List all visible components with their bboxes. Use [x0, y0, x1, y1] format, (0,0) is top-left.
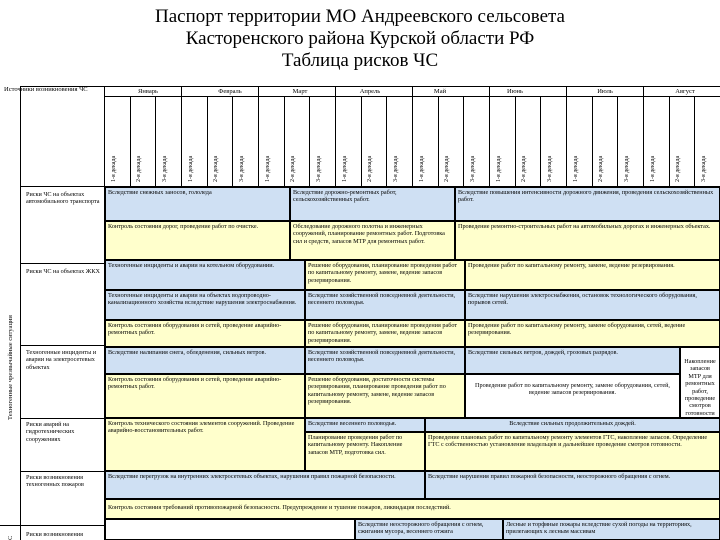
month-jul: Июль	[597, 88, 613, 95]
transport-measure-winter: Контроль состояния дорог, проведение работ по очистке.	[105, 221, 290, 260]
zhkh-risk-water: Техногенные инциденты и аварии на объектах водопроводно-канализационного хозяйства вследствие нарушения электроснабжения.	[105, 290, 305, 320]
decade-label: 3-я декада	[624, 155, 631, 182]
decade-label: 2-я декада	[675, 155, 682, 182]
decade-label: 3-я декада	[162, 155, 169, 182]
gts-measure-plan: Планирование проведения работ по капитальному ремонту. Накопление запасов МТР, подготовка сил.	[305, 432, 425, 471]
decade-label: 2-я декада	[444, 155, 451, 182]
decade-header-7	[258, 96, 284, 184]
title-line-2: Касторенского района Курской области РФ	[185, 28, 535, 49]
forest-empty-winter	[105, 519, 355, 540]
decade-label: 2-я декада	[213, 155, 220, 182]
month-mar: Март	[292, 88, 308, 95]
month-feb: Февраль	[218, 88, 242, 95]
decade-label: 2-я декада	[598, 155, 605, 182]
decade-label: 1-я декада	[572, 155, 579, 182]
decade-header-19	[566, 96, 592, 184]
decade-label: 1-я декада	[187, 155, 194, 182]
decade-header-5	[207, 96, 233, 184]
decade-header-21	[617, 96, 643, 184]
decade-label: 3-я декада	[470, 155, 477, 182]
decade-header-18	[540, 96, 566, 184]
source-row-fire: Риски возникновения техногенных пожаров	[26, 474, 84, 489]
zhkh-measure-control: Контроль состояния оборудования и сетей, проведение аварийно-ремонтных работ.	[105, 320, 305, 347]
decade-header-10	[335, 96, 361, 184]
decade-header-23	[669, 96, 695, 184]
electro-measure-control: Контроль состояния оборудования и сетей, проведение аварийно-ремонтных работ.	[105, 374, 305, 418]
gts-risk-flood: Вследствие весеннего половодья.	[305, 418, 425, 432]
electro-measure-plan: Решение оборудования, достаточности системы резервирования, планирование проведения работ по капитальному ремонту, замене, ведение запасов резервирования.	[305, 374, 465, 418]
source-row-electro: Техногенные инциденты и аварии на электросетевых объектах	[26, 349, 97, 371]
gts-measure-control: Контроль технического состояния элементов сооружений. Проведение аварийно-восстановительных работ.	[105, 418, 305, 471]
gts-risk-rain: Вследствие сильных продолжительных дождей.	[425, 418, 720, 432]
decade-label: 1-я декада	[649, 155, 656, 182]
decade-header-15	[463, 96, 489, 184]
transport-risk-summer: Вследствие повышения интенсивности дорожного движения, проведения сельскохозяйственных работ.	[455, 187, 720, 221]
title-line-3: Таблица рисков ЧС	[281, 50, 439, 71]
decade-header-6	[232, 96, 258, 184]
decade-label: 3-я декада	[547, 155, 554, 182]
zhkh-risk-spring: Вследствие хозяйственной повседневной деятельности, весеннего половодья.	[305, 290, 465, 320]
decade-label: 2-я декада	[521, 155, 528, 182]
electro-risk-summer: Вследствие сильных ветров, дождей, грозовых разрядов.	[465, 347, 680, 374]
month-apr: Апрель	[359, 88, 381, 95]
fire-risk-summer: Вследствие нарушения правил пожарной безопасности, неосторожного обращения с огнем.	[425, 471, 720, 499]
decade-header-24	[694, 96, 720, 184]
decade-header-2	[130, 96, 156, 184]
decade-label: 3-я декада	[239, 155, 246, 182]
transport-measure-spring: Обследование дорожного полотна и инженерных сооружений, планирование ремонтных работ. Подготовка сил и средств, запасов МТР для ремонтных работ.	[290, 221, 455, 260]
source-row-forest: Риски возникновения	[26, 531, 83, 538]
gts-measure-repair: Проведение плановых работ по капитальному ремонту элементов ГТС, накопление запасов. Определение ГТС с собственностью установление владельцев и дальнейшее проведение смотров готовности.	[425, 432, 720, 471]
month-aug: Август	[675, 88, 695, 95]
side-category-label-bottom: С	[7, 535, 14, 540]
decade-label: 1-я декада	[110, 155, 117, 182]
decade-header-9	[309, 96, 335, 184]
source-row-gts: Риски аварий на гидротехнических сооружениях	[26, 421, 75, 443]
source-row-transport: Риски ЧС на объектах автомобильного транспорта	[26, 191, 100, 206]
side-category-label: Техногенные чрезвычайные ситуации	[7, 315, 14, 420]
month-jun: Июнь	[507, 88, 523, 95]
forest-risk-summer: Лесные и торфяные пожары вследствие сухой погоды на территориях, прилегающих к лесным массивам	[503, 519, 720, 540]
month-jan: Январь	[138, 88, 158, 95]
decade-label: 2-я декада	[290, 155, 297, 182]
decade-header-17	[515, 96, 541, 184]
forest-risk-spring: Вследствие неосторожного обращения с огнем, сжигания мусора, весеннего отжига	[355, 519, 503, 540]
fire-measure-control: Контроль состояния требований противопожарной безопасности. Предупреждение и тушение пожаров, ликвидация последствий.	[105, 499, 720, 519]
decade-header-22	[643, 96, 669, 184]
decade-label: 1-я декада	[418, 155, 425, 182]
decade-header-1	[104, 96, 130, 184]
source-column-header: Источники возникновения ЧС	[4, 86, 88, 93]
zhkh-measure-boiler-plan: Решение оборудования, планирование проведения работ по капитальному ремонту, замене, ведение запасов резервирования.	[305, 260, 465, 290]
decade-header-8	[284, 96, 310, 184]
transport-risk-winter: Вследствие снежных заносов, гололеда	[105, 187, 290, 221]
fire-risk-winter: Вследствие перегрузок на внутренних электросетевых объектах, нарушения правил пожарной безопасности.	[105, 471, 425, 499]
decade-label: 1-я декада	[264, 155, 271, 182]
transport-risk-spring: Вследствие дорожно-ремонтных работ, сельскохозяйственных работ.	[290, 187, 455, 221]
decade-header-3	[155, 96, 181, 184]
page-title	[0, 6, 720, 72]
decade-label: 2-я декада	[367, 155, 374, 182]
decade-label: 3-я декада	[701, 155, 708, 182]
decade-header-4	[181, 96, 207, 184]
decade-header-12	[386, 96, 412, 184]
transport-measure-summer: Проведение ремонтно-строительных работ на автомобильных дорогах и инженерных объектах.	[455, 221, 720, 260]
decade-label: 3-я декада	[393, 155, 400, 182]
source-row-zhkh: Риски ЧС на объектах ЖКХ	[26, 268, 100, 275]
zhkh-risk-summer: Вследствие нарушения электроснабжения, остановок технологического оборудования, порывов сетей.	[465, 290, 720, 320]
zhkh-risk-boiler: Техногенные инциденты и аварии на котельном оборудовании.	[105, 260, 305, 290]
decade-label: 1-я декада	[341, 155, 348, 182]
electro-measure-stock: Накопление запасов МТР для ремонтных работ, проведение смотров готовности	[680, 347, 720, 418]
zhkh-measure-repair: Проведение работ по капитальному ремонту, замене оборудования, сетей, ведение резервирования.	[465, 320, 720, 347]
decade-label: 3-я декада	[316, 155, 323, 182]
title-line-1: Паспорт территории МО Андреевского сельсовета	[155, 6, 565, 27]
zhkh-measure-plan: Решение оборудования, планирование проведения работ по капитальному ремонту, замене, ведение запасов резервирования.	[305, 320, 465, 347]
decade-header-20	[592, 96, 618, 184]
decade-header-16	[489, 96, 515, 184]
electro-measure-repair: Проведение работ по капитальному ремонту, замене оборудования, сетей, ведение запасов резервирования.	[465, 374, 680, 418]
decade-label: 2-я декада	[136, 155, 143, 182]
decade-header-14	[438, 96, 464, 184]
electro-risk-winter: Вследствие налипания снега, обледенения, сильных ветров.	[105, 347, 305, 374]
decade-label: 1-я декада	[495, 155, 502, 182]
month-may: Май	[433, 88, 447, 95]
decade-header-11	[361, 96, 387, 184]
decade-header-13	[412, 96, 438, 184]
zhkh-measure-boiler-repair: Проведение работ по капитальному ремонту, замене, ведение резервирования.	[465, 260, 720, 290]
electro-risk-spring: Вследствие хозяйственной повседневной деятельности, весеннего половодья.	[305, 347, 465, 374]
